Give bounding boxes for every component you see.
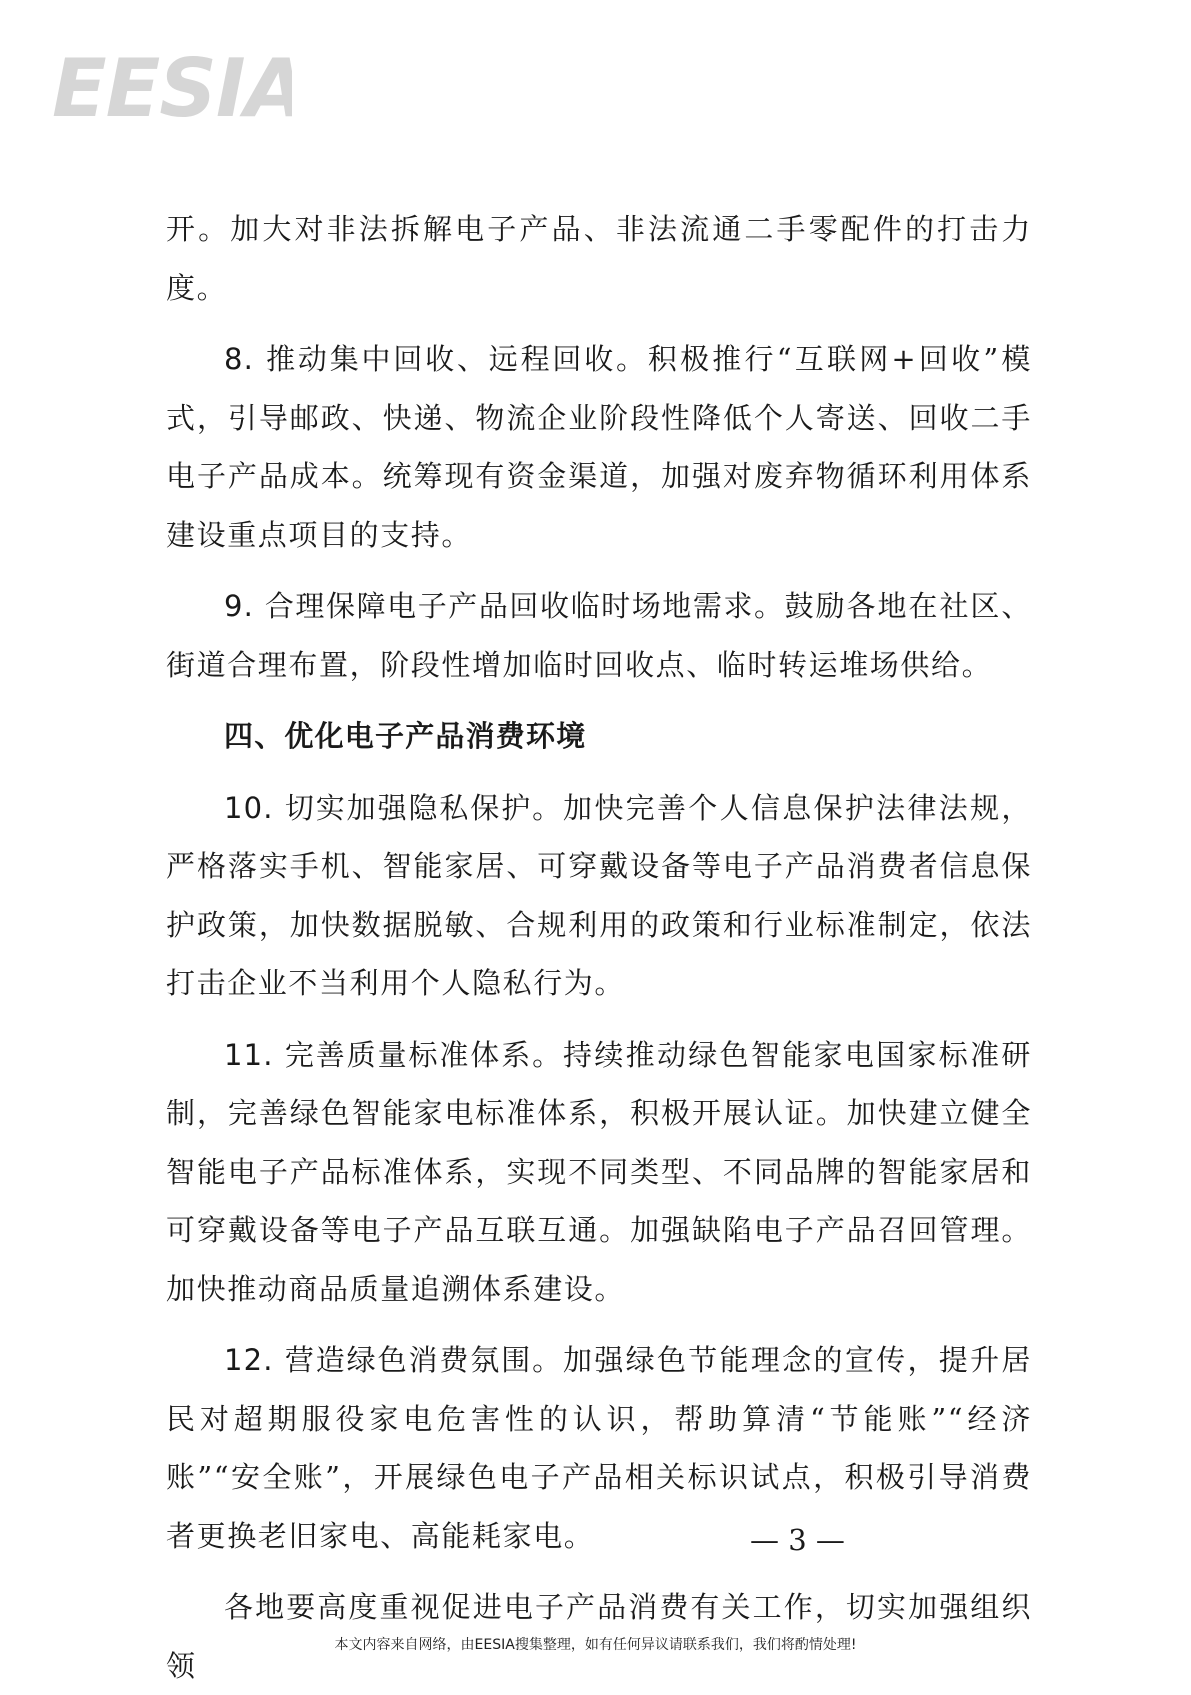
paragraph-text: 加快完善个人信息保护法律法规，严格落实手机、智能家居、可穿戴设备等电子产品消费者信息保护政策，加快数据脱敏、合规利用的政策和行业标准制定，依法打击企业不当利用个人隐私行为。 [166, 790, 1032, 1000]
item-lead: 8. 推动集中回收、远程回收。 [224, 342, 648, 376]
page-number: — 3 — [750, 1523, 845, 1557]
paragraph-text: 持续推动绿色智能家电国家标准研制，完善绿色智能家电标准体系，积极开展认证。加快建立健全智能电子产品标准体系，实现不同类型、不同品牌的智能家居和可穿戴设备等电子产品互联互通。加强缺陷电子产品召回管理。加快推动商品质量追溯体系建设。 [166, 1037, 1032, 1306]
paragraph-item-8 [166, 330, 1032, 564]
paragraph-text: 鼓励各地在社区、街道合理布置，阶段性增加临时回收点、临时转运堆场供给。 [166, 589, 1032, 682]
footer-note: 本文内容来自网络，由EESIA搜集整理，如有任何异议请联系我们，我们将酌情处理! [334, 1637, 857, 1653]
item-lead: 11. 完善质量标准体系。 [224, 1037, 564, 1072]
item-lead: 9. 合理保障电子产品回收临时场地需求。 [224, 589, 785, 623]
paragraph-text: 开。加大对非法拆解电子产品、非法流通二手零配件的打击力度。 [166, 212, 1032, 305]
section-heading-4: 四、优化电子产品消费环境 [224, 719, 587, 753]
paragraph-text: 积极推行“互联网+回收”模式，引导邮政、快递、物流企业阶段性降低个人寄送、回收二手电子产品成本。统筹现有资金渠道，加强对废弃物循环利用体系建设重点项目的支持。 [166, 342, 1032, 552]
item-lead: 10. 切实加强隐私保护。 [224, 790, 564, 825]
paragraph-text: 加强绿色节能理念的宣传，提升居民对超期服役家电危害性的认识，帮助算清“节能账”“经济账”“安全账”，开展绿色电子产品相关标识试点，积极引导消费者更换老旧家电、高能耗家电。 [166, 1343, 1032, 1553]
paragraph-item-9 [166, 577, 1032, 694]
paragraph-item-10 [166, 779, 1032, 1013]
logo-text: EESIA [52, 44, 292, 134]
item-lead: 12. 营造绿色消费氛围。 [224, 1343, 564, 1377]
document-body [166, 200, 1032, 1695]
paragraph-continuation [166, 200, 1032, 317]
paragraph-text: 各地要高度重视促进电子产品消费有关工作，切实加强组织领 [166, 1590, 1032, 1683]
eesia-logo [52, 44, 292, 134]
paragraph-item-11 [166, 1026, 1032, 1319]
